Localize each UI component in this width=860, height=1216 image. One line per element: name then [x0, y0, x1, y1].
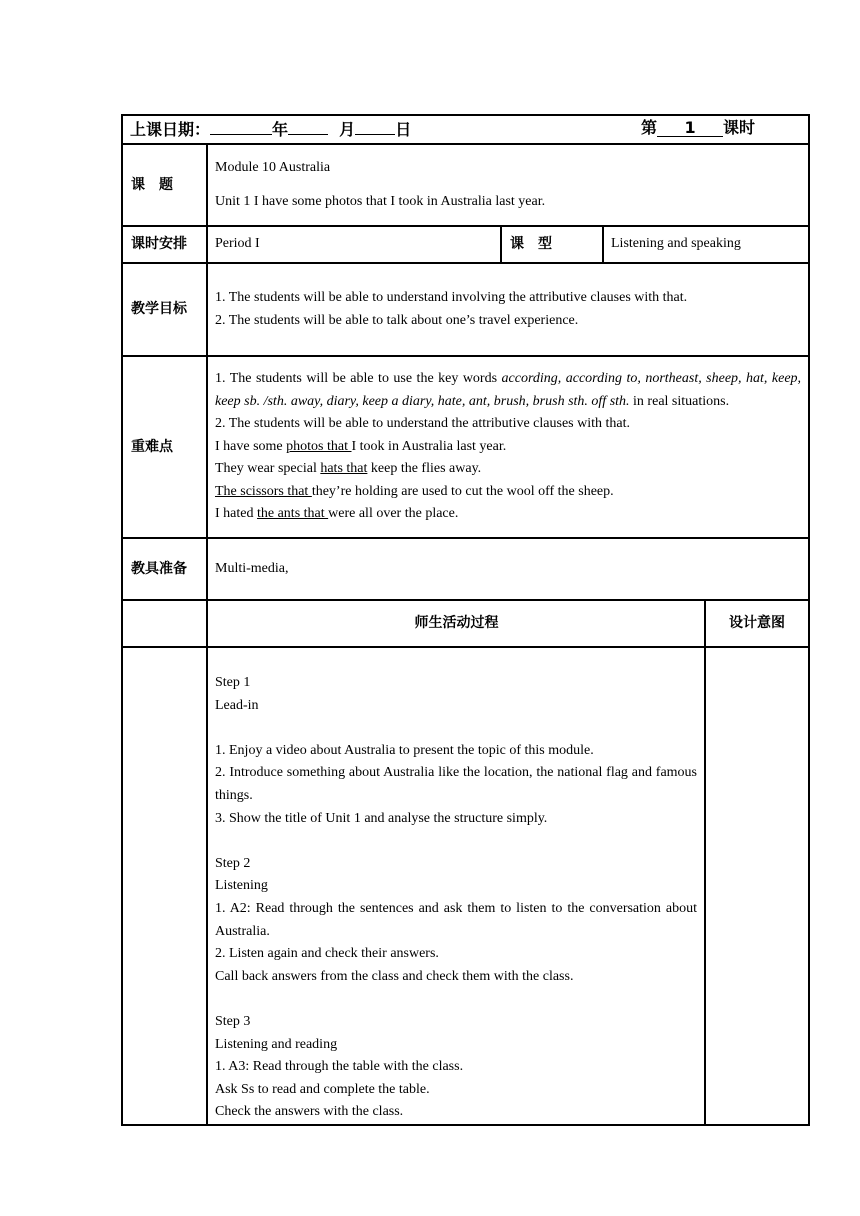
key-words: according, according to, northeast, sheep, hat, keep, keep sb. /sth. away, diary, keep a diary, hate, ant, brush, brush sth. off sth. — [215, 370, 802, 409]
date-label: 上课日期： — [130, 120, 211, 140]
step-item: 1. Enjoy a video about Australia to present the topic of this module. — [215, 742, 594, 758]
example-text: keep the flies away. — [367, 461, 482, 477]
topic-label: 课 题 — [122, 144, 207, 226]
key-points-row — [122, 356, 809, 538]
step-item: Call back answers from the class and check them with the class. — [215, 968, 574, 984]
schedule-value: Period I — [207, 226, 501, 263]
objectives-content — [207, 263, 809, 356]
process-side-empty — [122, 647, 207, 1125]
key-points-content — [207, 356, 809, 538]
period-suffix: 课时 — [723, 118, 756, 138]
year-blank[interactable] — [210, 117, 272, 135]
header-row — [122, 115, 809, 144]
month-blank[interactable] — [288, 117, 328, 135]
example-underlined: photos that — [286, 438, 352, 454]
unit-title: Unit 1 I have some photos that I took in Australia last year. — [215, 194, 546, 209]
spacer — [215, 830, 697, 853]
step-item: 2. Introduce something about Australia like the location, the national flag and famous things. — [215, 765, 697, 803]
materials-label: 教具准备 — [122, 538, 207, 600]
year-label: 年 — [272, 120, 289, 140]
spacer — [215, 717, 697, 740]
key-point-1 — [215, 368, 801, 413]
step-item: 1. A2: Read through the sentences and ask them to listen to the conversation about Australia. — [215, 900, 697, 939]
key-point-1-prefix: 1. The students will be able to use the key words — [215, 370, 502, 386]
example-text: I have some — [215, 438, 287, 454]
example-underlined: The scissors that — [215, 483, 312, 499]
example-underlined: hats that — [320, 461, 368, 477]
example-text: They wear special — [215, 461, 321, 477]
step-title: Step 1 — [215, 675, 251, 690]
process-header-row — [122, 600, 809, 647]
date-line — [122, 115, 809, 144]
lesson-plan-table — [121, 114, 810, 1126]
objective-item: 1. The students will be able to understand involving the attributive clauses with that. — [215, 289, 688, 305]
example-sentence — [215, 503, 801, 526]
period-prefix: 第 — [641, 118, 658, 138]
example-text: I hated — [215, 506, 257, 522]
objectives-label: 教学目标 — [122, 263, 207, 356]
key-point-1-suffix: in real situations. — [629, 393, 730, 409]
month-label: 月 — [339, 120, 356, 140]
step-item: Check the answers with the class. — [215, 1104, 404, 1120]
topic-row — [122, 144, 809, 226]
materials-value: Multi-media, — [207, 538, 809, 600]
example-text: were all over the place. — [328, 506, 459, 522]
intent-column-header: 设计意图 — [705, 600, 809, 647]
example-sentence — [215, 458, 801, 481]
lesson-plan — [121, 114, 808, 1126]
objective-item: 2. The students will be able to talk about one’s travel experience. — [215, 312, 579, 328]
step-name: Listening — [215, 878, 268, 894]
step-item: 3. Show the title of Unit 1 and analyse the structure simply. — [215, 810, 548, 826]
example-sentence — [215, 436, 801, 459]
activity-column-header: 师生活动过程 — [207, 600, 705, 647]
key-point-2: 2. The students will be able to understand the attributive clauses with that. — [215, 416, 630, 432]
example-underlined: the ants that — [256, 506, 329, 522]
process-content-row — [122, 647, 809, 1125]
example-text: I took in Australia last year. — [351, 438, 507, 454]
day-blank[interactable] — [355, 117, 395, 135]
step-name: Lead-in — [215, 697, 259, 713]
schedule-row — [122, 226, 809, 263]
module-title: Module 10 Australia — [215, 160, 331, 175]
spacer — [215, 988, 697, 1011]
process-header-empty — [122, 600, 207, 647]
design-intent-cell — [705, 647, 809, 1125]
objectives-row — [122, 263, 809, 356]
type-value: Listening and speaking — [603, 226, 809, 263]
type-label: 课 型 — [501, 226, 603, 263]
topic-content — [207, 144, 809, 226]
step-title: Step 3 — [215, 1013, 251, 1029]
step-name: Listening and reading — [215, 1036, 338, 1052]
period-number: 1 — [657, 119, 723, 137]
day-label: 日 — [395, 120, 412, 140]
period-count — [641, 117, 755, 140]
step-title: Step 2 — [215, 855, 251, 871]
schedule-label: 课时安排 — [122, 226, 207, 263]
step-item: 2. Listen again and check their answers. — [215, 946, 439, 962]
materials-row — [122, 538, 809, 600]
example-sentence — [215, 481, 801, 504]
example-text: they’re holding are used to cut the wool off the sheep. — [311, 483, 614, 499]
step-item: Ask Ss to read and complete the table. — [215, 1081, 430, 1097]
step-item: 1. A3: Read through the table with the class. — [215, 1059, 464, 1075]
key-points-label: 重难点 — [122, 356, 207, 538]
process-activities — [207, 647, 705, 1125]
